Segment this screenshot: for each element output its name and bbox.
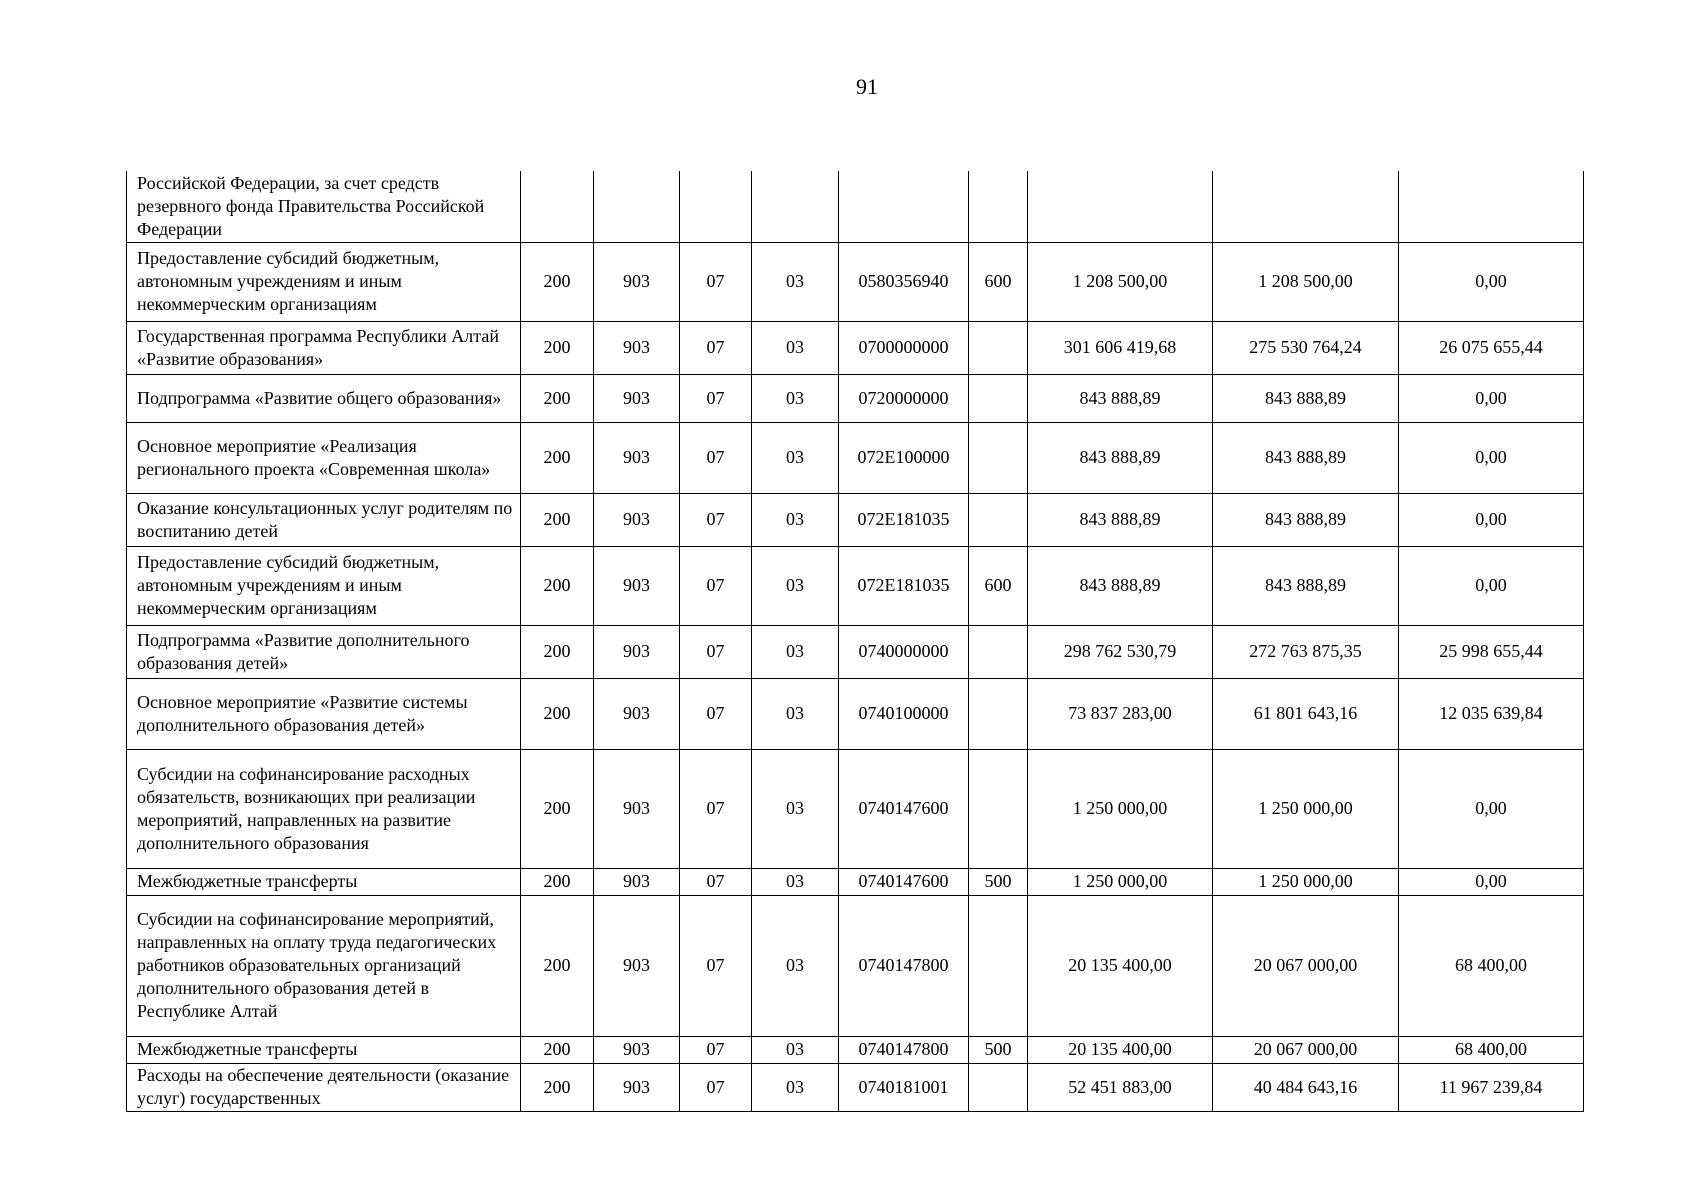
row-code-admin: 200 — [521, 321, 594, 374]
row-code-subsection: 03 — [752, 321, 839, 374]
row-amount-total: 73 837 283,00 — [1028, 678, 1213, 749]
table-row — [127, 678, 1584, 749]
row-name: Межбюджетные трансферты — [127, 868, 521, 895]
row-code-admin — [521, 171, 594, 242]
row-code-expense-type — [969, 374, 1028, 422]
row-amount-total: 1 250 000,00 — [1028, 749, 1213, 868]
row-code-ministry — [594, 171, 680, 242]
row-code-ministry: 903 — [594, 749, 680, 868]
row-code-admin: 200 — [521, 895, 594, 1036]
row-amount-federal: 0,00 — [1399, 374, 1584, 422]
row-amount-federal: 0,00 — [1399, 242, 1584, 321]
row-code-expense-type — [969, 321, 1028, 374]
row-code-target: 0740147600 — [839, 749, 969, 868]
row-amount-regional: 61 801 643,16 — [1213, 678, 1399, 749]
row-code-subsection: 03 — [752, 546, 839, 625]
row-amount-regional: 275 530 764,24 — [1213, 321, 1399, 374]
row-amount-regional: 1 250 000,00 — [1213, 749, 1399, 868]
row-code-section: 07 — [680, 749, 752, 868]
table-row — [127, 493, 1584, 546]
table-row — [127, 546, 1584, 625]
row-code-subsection: 03 — [752, 1063, 839, 1111]
row-code-expense-type: 600 — [969, 242, 1028, 321]
row-code-expense-type — [969, 422, 1028, 493]
row-name: Предоставление субсидий бюджетным, автономным учреждениям и иным некоммерческим организациям — [127, 242, 521, 321]
row-code-section: 07 — [680, 625, 752, 678]
row-amount-total: 843 888,89 — [1028, 422, 1213, 493]
row-code-admin: 200 — [521, 868, 594, 895]
row-code-target: 0740147600 — [839, 868, 969, 895]
row-amount-regional: 843 888,89 — [1213, 493, 1399, 546]
row-amount-regional: 20 067 000,00 — [1213, 895, 1399, 1036]
row-code-target: 072E181035 — [839, 493, 969, 546]
table-row — [127, 868, 1584, 895]
row-code-ministry: 903 — [594, 625, 680, 678]
row-code-subsection: 03 — [752, 749, 839, 868]
row-code-ministry: 903 — [594, 242, 680, 321]
row-code-subsection: 03 — [752, 422, 839, 493]
row-code-target: 072E100000 — [839, 422, 969, 493]
row-code-expense-type: 500 — [969, 868, 1028, 895]
row-code-subsection: 03 — [752, 493, 839, 546]
row-amount-regional — [1213, 171, 1399, 242]
row-code-expense-type — [969, 493, 1028, 546]
row-amount-total: 20 135 400,00 — [1028, 895, 1213, 1036]
budget-table-body — [127, 171, 1584, 1111]
row-code-target: 0740181001 — [839, 1063, 969, 1111]
row-name: Расходы на обеспечение деятельности (оказание услуг) государственных — [127, 1063, 521, 1111]
table-row — [127, 895, 1584, 1036]
row-code-subsection: 03 — [752, 868, 839, 895]
row-amount-regional: 1 250 000,00 — [1213, 868, 1399, 895]
row-code-subsection: 03 — [752, 374, 839, 422]
row-amount-regional: 272 763 875,35 — [1213, 625, 1399, 678]
row-code-admin: 200 — [521, 678, 594, 749]
row-amount-federal: 0,00 — [1399, 493, 1584, 546]
row-amount-regional: 40 484 643,16 — [1213, 1063, 1399, 1111]
table-row — [127, 422, 1584, 493]
row-code-ministry: 903 — [594, 868, 680, 895]
row-name: Подпрограмма «Развитие дополнительного образования детей» — [127, 625, 521, 678]
row-code-target: 0740000000 — [839, 625, 969, 678]
row-name: Оказание консультационных услуг родителям по воспитанию детей — [127, 493, 521, 546]
row-code-section: 07 — [680, 1063, 752, 1111]
row-code-admin: 200 — [521, 422, 594, 493]
row-code-ministry: 903 — [594, 1063, 680, 1111]
row-amount-regional: 1 208 500,00 — [1213, 242, 1399, 321]
row-amount-total: 1 208 500,00 — [1028, 242, 1213, 321]
row-code-section: 07 — [680, 868, 752, 895]
row-code-section: 07 — [680, 1036, 752, 1063]
row-code-ministry: 903 — [594, 374, 680, 422]
row-code-admin: 200 — [521, 1036, 594, 1063]
row-amount-federal: 25 998 655,44 — [1399, 625, 1584, 678]
row-code-subsection: 03 — [752, 625, 839, 678]
row-code-ministry: 903 — [594, 678, 680, 749]
row-name: Субсидии на софинансирование расходных обязательств, возникающих при реализации мероприятий, направленных на развитие дополнительного образования — [127, 749, 521, 868]
row-amount-federal: 11 967 239,84 — [1399, 1063, 1584, 1111]
row-code-admin: 200 — [521, 1063, 594, 1111]
row-code-target: 0740147800 — [839, 895, 969, 1036]
row-amount-total: 52 451 883,00 — [1028, 1063, 1213, 1111]
row-amount-federal: 0,00 — [1399, 546, 1584, 625]
row-amount-regional: 843 888,89 — [1213, 422, 1399, 493]
row-code-expense-type — [969, 895, 1028, 1036]
row-code-subsection — [752, 171, 839, 242]
row-code-section: 07 — [680, 422, 752, 493]
row-amount-total: 843 888,89 — [1028, 493, 1213, 546]
row-name: Основное мероприятие «Развитие системы дополнительного образования детей» — [127, 678, 521, 749]
row-name: Подпрограмма «Развитие общего образования» — [127, 374, 521, 422]
row-code-expense-type: 500 — [969, 1036, 1028, 1063]
table-row — [127, 625, 1584, 678]
row-amount-regional: 843 888,89 — [1213, 374, 1399, 422]
row-amount-total: 20 135 400,00 — [1028, 1036, 1213, 1063]
row-code-expense-type — [969, 1063, 1028, 1111]
row-code-admin: 200 — [521, 374, 594, 422]
row-amount-federal: 26 075 655,44 — [1399, 321, 1584, 374]
page-number: 91 — [856, 74, 878, 99]
row-code-section: 07 — [680, 493, 752, 546]
row-code-target: 0580356940 — [839, 242, 969, 321]
row-code-ministry: 903 — [594, 1036, 680, 1063]
row-code-section: 07 — [680, 374, 752, 422]
table-row — [127, 321, 1584, 374]
row-name: Основное мероприятие «Реализация регионального проекта «Современная школа» — [127, 422, 521, 493]
row-amount-federal — [1399, 171, 1584, 242]
row-amount-regional: 20 067 000,00 — [1213, 1036, 1399, 1063]
row-code-section — [680, 171, 752, 242]
row-code-ministry: 903 — [594, 895, 680, 1036]
row-amount-total — [1028, 171, 1213, 242]
row-amount-federal: 68 400,00 — [1399, 1036, 1584, 1063]
row-code-target: 0700000000 — [839, 321, 969, 374]
row-code-expense-type: 600 — [969, 546, 1028, 625]
row-name: Межбюджетные трансферты — [127, 1036, 521, 1063]
row-code-admin: 200 — [521, 749, 594, 868]
row-code-expense-type — [969, 171, 1028, 242]
row-code-target: 072E181035 — [839, 546, 969, 625]
row-code-target: 0740147800 — [839, 1036, 969, 1063]
row-name: Предоставление субсидий бюджетным, автономным учреждениям и иным некоммерческим организациям — [127, 546, 521, 625]
row-amount-total: 1 250 000,00 — [1028, 868, 1213, 895]
row-name: Государственная программа Республики Алтай «Развитие образования» — [127, 321, 521, 374]
row-code-subsection: 03 — [752, 678, 839, 749]
table-row — [127, 1063, 1584, 1111]
row-code-admin: 200 — [521, 242, 594, 321]
row-amount-total: 301 606 419,68 — [1028, 321, 1213, 374]
row-code-admin: 200 — [521, 546, 594, 625]
row-code-section: 07 — [680, 895, 752, 1036]
row-code-section: 07 — [680, 546, 752, 625]
row-code-subsection: 03 — [752, 895, 839, 1036]
budget-table — [126, 171, 1584, 1112]
row-code-admin: 200 — [521, 625, 594, 678]
table-row — [127, 171, 1584, 242]
table-row — [127, 374, 1584, 422]
row-amount-federal: 0,00 — [1399, 868, 1584, 895]
row-code-section: 07 — [680, 678, 752, 749]
row-code-expense-type — [969, 749, 1028, 868]
row-code-subsection: 03 — [752, 242, 839, 321]
row-code-section: 07 — [680, 242, 752, 321]
row-amount-federal: 68 400,00 — [1399, 895, 1584, 1036]
row-code-subsection: 03 — [752, 1036, 839, 1063]
row-amount-federal: 12 035 639,84 — [1399, 678, 1584, 749]
table-row — [127, 1036, 1584, 1063]
row-amount-total: 843 888,89 — [1028, 546, 1213, 625]
row-amount-federal: 0,00 — [1399, 422, 1584, 493]
row-amount-regional: 843 888,89 — [1213, 546, 1399, 625]
row-code-ministry: 903 — [594, 546, 680, 625]
table-row — [127, 749, 1584, 868]
row-code-ministry: 903 — [594, 493, 680, 546]
row-code-expense-type — [969, 678, 1028, 749]
row-code-admin: 200 — [521, 493, 594, 546]
row-amount-total: 843 888,89 — [1028, 374, 1213, 422]
table-row — [127, 242, 1584, 321]
row-amount-total: 298 762 530,79 — [1028, 625, 1213, 678]
row-code-target: 0740100000 — [839, 678, 969, 749]
row-code-ministry: 903 — [594, 321, 680, 374]
row-code-expense-type — [969, 625, 1028, 678]
row-code-section: 07 — [680, 321, 752, 374]
row-name: Субсидии на софинансирование мероприятий, направленных на оплату труда педагогических работников образовательных организаций дополнительного образования детей в Республике Алтай — [127, 895, 521, 1036]
row-code-target: 0720000000 — [839, 374, 969, 422]
row-amount-federal: 0,00 — [1399, 749, 1584, 868]
row-name: Российской Федерации, за счет средств резервного фонда Правительства Российской Федерации — [127, 171, 521, 242]
row-code-ministry: 903 — [594, 422, 680, 493]
row-code-target — [839, 171, 969, 242]
